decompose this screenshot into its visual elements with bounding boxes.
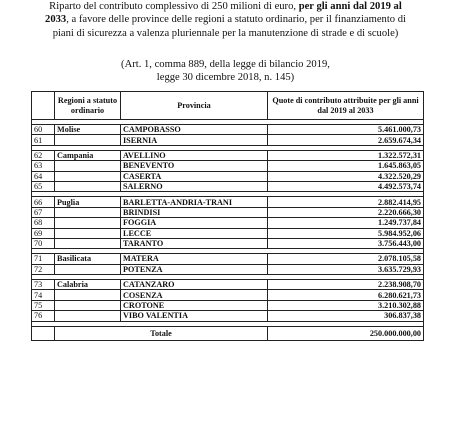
reference-line-1: (Art. 1, comma 889, della legge di bilancio 2019, [121, 59, 330, 70]
table-row [32, 207, 424, 217]
header-region: Regioni a statuto ordinario [55, 92, 121, 120]
intro-paragraph [0, 0, 451, 40]
table-header-row [32, 92, 424, 120]
allocation-table [31, 91, 424, 341]
row-amount: 2.882.414,95 [268, 197, 424, 207]
header-amount: Quote di contributo attribuite per gli anni dal 2019 al 2033 [268, 92, 424, 120]
row-amount: 4.492.573,74 [268, 181, 424, 191]
row-region [55, 171, 121, 181]
reference-line-2: legge 30 dicembre 2018, n. 145) [156, 72, 295, 83]
table-row [32, 280, 424, 290]
row-number: 60 [32, 125, 55, 135]
row-amount: 2.078.105,58 [268, 254, 424, 264]
total-label: Totale [55, 326, 268, 340]
row-region: Molise [55, 125, 121, 135]
table-row [32, 238, 424, 248]
table-row [32, 135, 424, 145]
header-number [32, 92, 55, 120]
row-region [55, 264, 121, 274]
row-number: 73 [32, 280, 55, 290]
row-region [55, 238, 121, 248]
total-row [32, 326, 424, 340]
row-province: BRINDISI [121, 207, 268, 217]
row-amount: 1.249.737,84 [268, 218, 424, 228]
row-province: AVELLINO [121, 150, 268, 160]
table-row [32, 150, 424, 160]
row-region [55, 161, 121, 171]
row-province: CATANZARO [121, 280, 268, 290]
row-number: 72 [32, 264, 55, 274]
row-region [55, 228, 121, 238]
row-amount: 2.238.908,70 [268, 280, 424, 290]
row-amount: 4.322.520,29 [268, 171, 424, 181]
row-region: Basilicata [55, 254, 121, 264]
row-province: LECCE [121, 228, 268, 238]
row-region: Calabria [55, 280, 121, 290]
row-province: MATERA [121, 254, 268, 264]
table-row [32, 300, 424, 310]
row-amount: 3.756.443,00 [268, 238, 424, 248]
row-region: Campania [55, 150, 121, 160]
table-row [32, 254, 424, 264]
row-number: 75 [32, 300, 55, 310]
total-amount: 250.000.000,00 [268, 326, 424, 340]
row-amount: 3.210.302,88 [268, 300, 424, 310]
table-row [32, 264, 424, 274]
table-row [32, 228, 424, 238]
row-number: 71 [32, 254, 55, 264]
row-number: 69 [32, 228, 55, 238]
row-number: 76 [32, 311, 55, 321]
row-amount: 2.659.674,34 [268, 135, 424, 145]
row-amount: 2.220.666,30 [268, 207, 424, 217]
row-number: 70 [32, 238, 55, 248]
table-row [32, 171, 424, 181]
row-province: CASERTA [121, 171, 268, 181]
intro-line-2-bold: 2033 [45, 14, 67, 26]
row-province: TARANTO [121, 238, 268, 248]
intro-line-1-bold: per gli anni dal 2019 al [298, 1, 402, 12]
row-amount: 6.280.621,73 [268, 290, 424, 300]
row-region [55, 207, 121, 217]
row-region [55, 135, 121, 145]
table-row [32, 197, 424, 207]
row-number: 68 [32, 218, 55, 228]
row-region [55, 181, 121, 191]
row-region: Puglia [55, 197, 121, 207]
table-row [32, 290, 424, 300]
row-amount: 1.645.863,05 [268, 161, 424, 171]
total-spacer [32, 326, 55, 340]
row-region [55, 290, 121, 300]
row-number: 65 [32, 181, 55, 191]
row-number: 64 [32, 171, 55, 181]
table-row [32, 125, 424, 135]
row-amount: 5.984.952,06 [268, 228, 424, 238]
row-province: BARLETTA-ANDRIA-TRANI [121, 197, 268, 207]
intro-line-1 [0, 0, 451, 13]
intro-line-2-text: , a favore delle province delle regioni a statuto ordinario, per il finanziamento di [66, 14, 406, 26]
row-amount: 3.635.729,93 [268, 264, 424, 274]
row-amount: 306.837,38 [268, 311, 424, 321]
row-number: 66 [32, 197, 55, 207]
row-province: VIBO VALENTIA [121, 311, 268, 321]
row-province: COSENZA [121, 290, 268, 300]
row-region [55, 300, 121, 310]
row-number: 74 [32, 290, 55, 300]
row-province: ISERNIA [121, 135, 268, 145]
row-region [55, 218, 121, 228]
table-row [32, 161, 424, 171]
row-region [55, 311, 121, 321]
intro-line-1-text: Riparto del contributo complessivo di 250 milioni di euro, [49, 1, 299, 12]
row-amount: 5.461.000,73 [268, 125, 424, 135]
row-number: 62 [32, 150, 55, 160]
table-body [32, 120, 424, 322]
row-province: BENEVENTO [121, 161, 268, 171]
row-province: SALERNO [121, 181, 268, 191]
row-province: POTENZA [121, 264, 268, 274]
row-province: CAMPOBASSO [121, 125, 268, 135]
table-row [32, 181, 424, 191]
row-province: FOGGIA [121, 218, 268, 228]
table-row [32, 218, 424, 228]
row-number: 63 [32, 161, 55, 171]
row-province: CROTONE [121, 300, 268, 310]
header-province: Provincia [121, 92, 268, 120]
row-amount: 1.322.572,31 [268, 150, 424, 160]
intro-line-2 [0, 13, 451, 26]
table-row [32, 311, 424, 321]
row-number: 61 [32, 135, 55, 145]
intro-line-3: piani di sicurezza a valenza pluriennale per la manutenzione di strade e di scuole) [52, 27, 399, 39]
row-number: 67 [32, 207, 55, 217]
